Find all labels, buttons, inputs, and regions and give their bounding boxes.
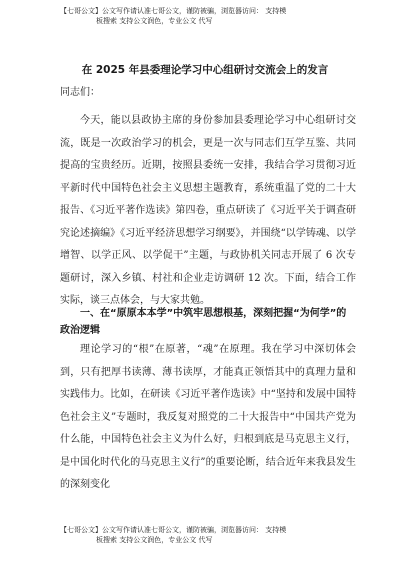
footer-line-1: 【七哥公文】公文写作请认准七哥公文，谨防被骗，浏览器访问： 支持模 (60, 526, 287, 534)
section-heading-1: 一、在“原原本本学”中筑牢思想根基，深刻把握“为何学”的政治逻辑 (60, 308, 347, 336)
document-title: 在 2025 年县委理论学习中心组研讨交流会上的发言 (81, 64, 329, 76)
body-paragraph-2 (60, 339, 356, 497)
body-paragraph-1 (60, 110, 356, 313)
paragraph-text: 理论学习的“根”在原著，“魂”在原理。我在学习中深切体会到，只有把厚书读薄、薄书读厚，才能真正领悟其中的真理力量和实践伟力。比如，在研读《习近平著作选读》中“坚持和发展中国特色社会主义”专题时，我反复对照党的二十大报告中“中国共产党为什么能，中国特色社会主义为什么好，归根到底是马克思主义行，是中国化时代化的马克思主义行”的重要论断，结合近年来我县发生的深刻变化 (60, 344, 356, 490)
salutation: 同志们： (60, 87, 100, 98)
footer-line-2: 板搜索 支持公文润色，专业公文 代写 (96, 536, 213, 544)
page-header (60, 6, 360, 26)
paragraph-text: 今天，能以县政协主席的身份参加县委理论学习中心组研讨交流，既是一次政治学习的机会，更是一次与同志们互学互鉴、共同提高的宝贵经历。近期，按照县委统一安排，我结合学习贯彻习近平新时代中国特色社会主义思想主题教育，系统重温了党的二十大报告、《习近平著作选读》第四卷，重点研读了《习近平关于调查研究论述摘编》《习近平经济思想学习纲要》，并围绕“以学铸魂、以学增智、以学正风、以学促干”主题，与政协机关同志开展了 6 次专题研讨，深入乡镇、村社和企业走访调研 12 次。下面，结合工作实际，谈三点体会，与大家共勉。 (60, 115, 356, 306)
header-line-2: 板搜索 支持公文润色，专业公文 代写 (96, 17, 213, 25)
page-footer (60, 525, 360, 545)
header-line-1: 【七哥公文】公文写作请认准七哥公文，谨防被骗，浏览器访问： 支持模 (60, 7, 287, 15)
